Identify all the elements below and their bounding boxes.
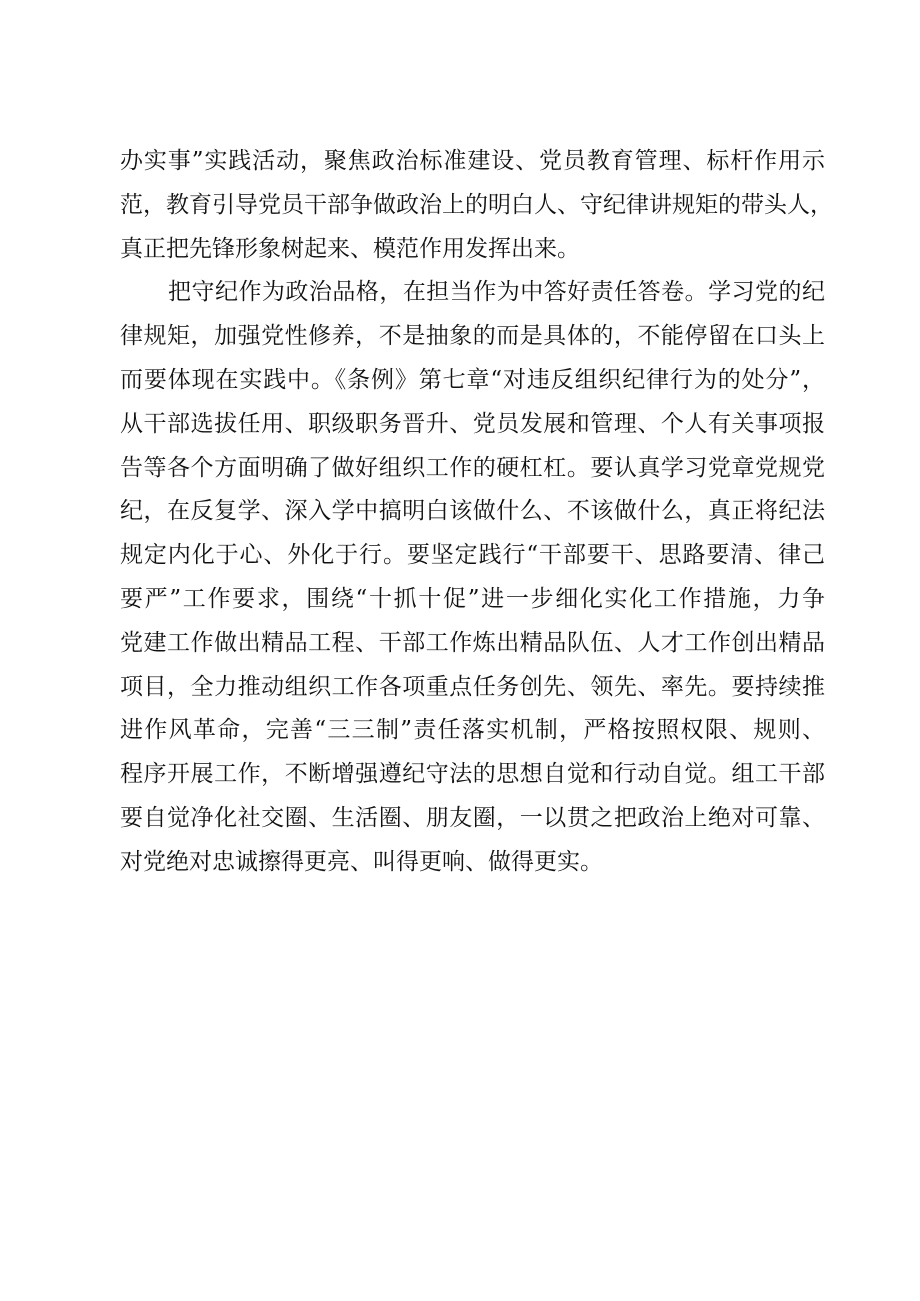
paragraph-line: 要自觉净化社交圈、生活圈、朋友圈，一以贯之把政治上绝对可靠、: [120, 804, 825, 831]
paragraph-line: 党建工作做出精品工程、干部工作炼出精品队伍、人才工作创出精品: [120, 629, 825, 656]
paragraph-line: 告等各个方面明确了做好组织工作的硬杠杠。要认真学习党章党规党: [120, 454, 825, 481]
paragraph-line: 进作风革命，完善“三三制”责任落实机制，严格按照权限、规则、: [120, 717, 825, 744]
paragraph-line: 规定内化于心、外化于行。要坚定践行“干部要干、思路要清、律己: [120, 542, 825, 569]
paragraph-line: 从干部选拔任用、职级职务晋升、党员发展和管理、个人有关事项报: [120, 410, 825, 437]
paragraph-line: 项目，全力推动组织工作各项重点任务创先、领先、率先。要持续推: [120, 673, 825, 700]
body-text: [120, 140, 833, 885]
paragraph-line: 纪，在反复学、深入学中搞明白该做什么、不该做什么，真正将纪法: [120, 498, 825, 525]
paragraph-1: [120, 140, 833, 271]
paragraph-line: 真正把先锋形象树起来、模范作用发挥出来。: [120, 235, 580, 262]
paragraph-line: 律规矩，加强党性修养，不是抽象的而是具体的，不能停留在口头上: [120, 323, 825, 350]
paragraph-line: 程序开展工作，不断增强遵纪守法的思想自觉和行动自觉。组工干部: [120, 761, 825, 788]
paragraph-2: [120, 271, 825, 884]
paragraph-line: 要严”工作要求，围绕“十抓十促”进一步细化实化工作措施，力争: [120, 585, 825, 612]
paragraph-line: 对党绝对忠诚擦得更亮、叫得更响、做得更实。: [120, 848, 603, 875]
paragraph-line: 把守纪作为政治品格，在担当作为中答好责任答卷。学习党的纪: [168, 279, 825, 306]
paragraph-line: 范，教育引导党员干部争做政治上的明白人、守纪律讲规矩的带头人，: [120, 191, 833, 218]
paragraph-line: 办实事”实践活动，聚焦政治标准建设、党员教育管理、标杆作用示: [120, 148, 825, 174]
paragraph-line: 而要体现在实践中。《条例》第七章“对违反组织纪律行为的处分”，: [120, 366, 825, 393]
